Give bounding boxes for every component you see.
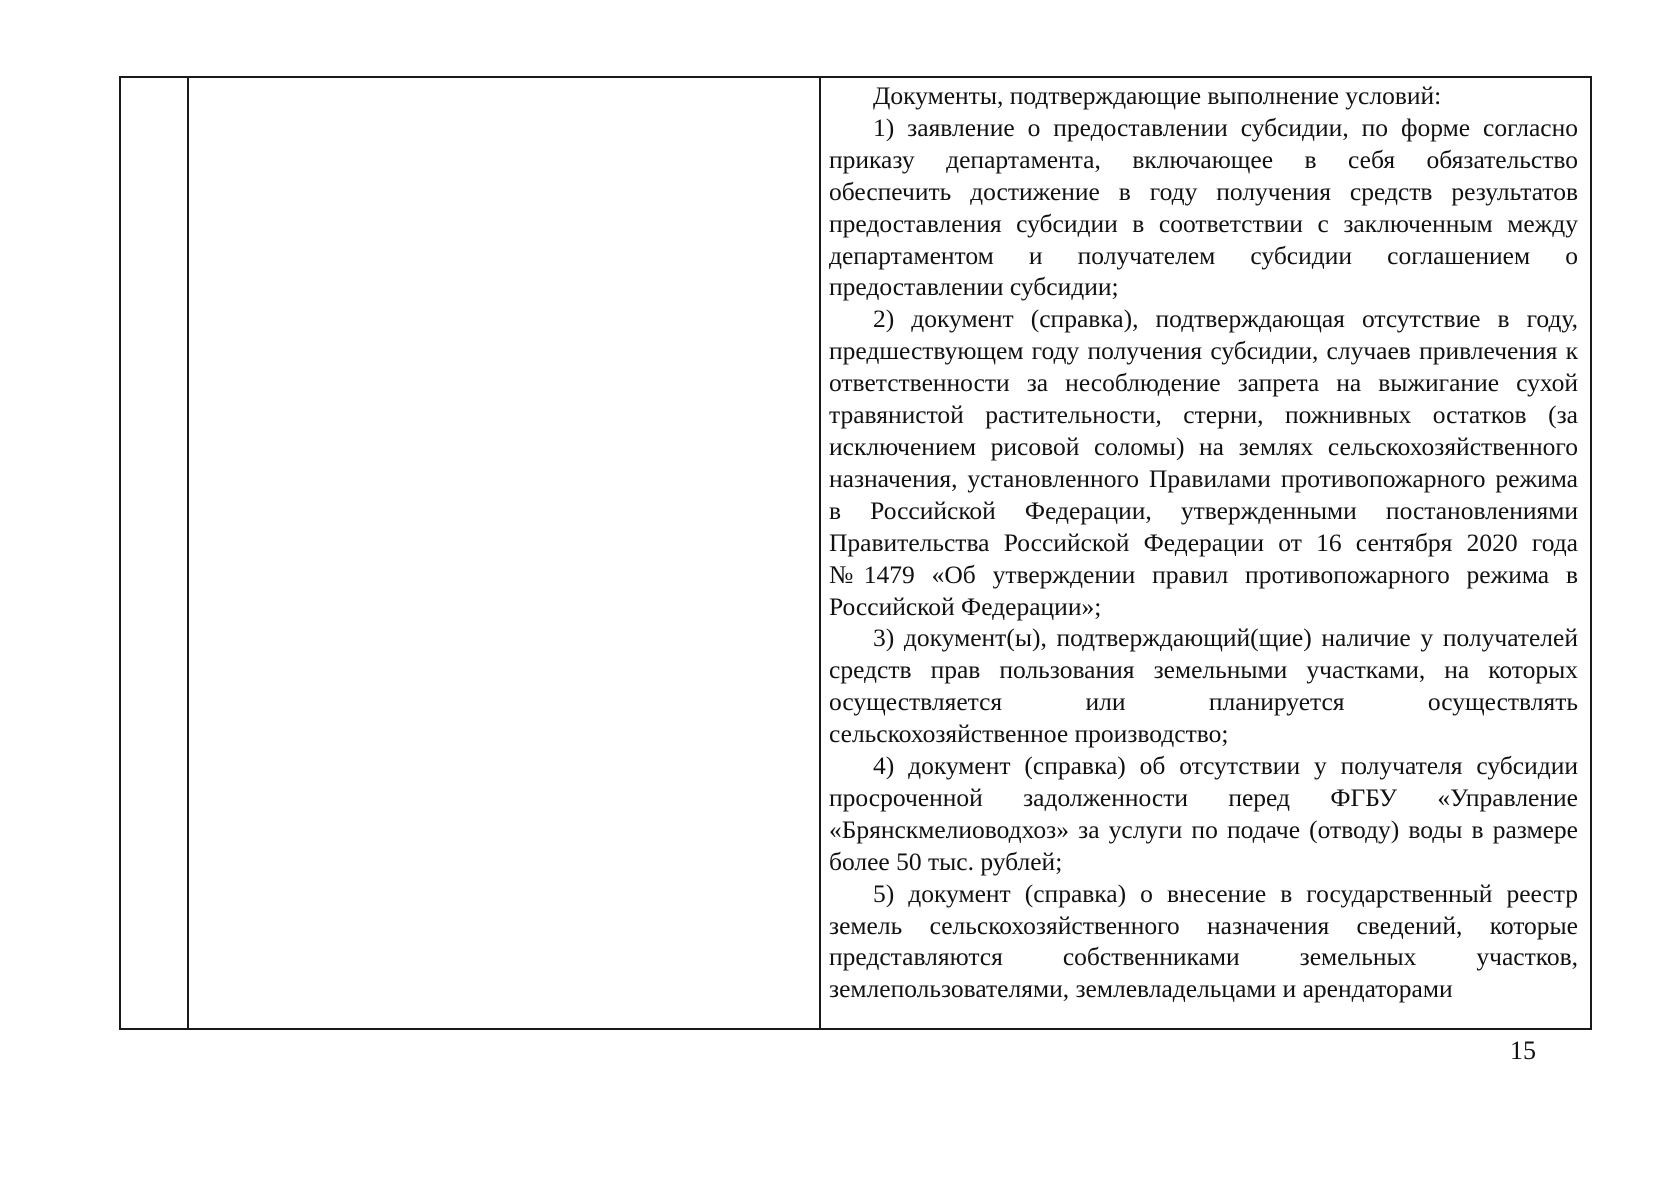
table-column-divider-1 — [187, 78, 189, 1028]
document-item-5: 5) документ (справка) о внесение в государственный реестр земель сельскохозяйственного назначения сведений, которые представляются собственниками земельных участков, землепользователями, землевладельцами и арендаторами — [829, 878, 1578, 1004]
document-table — [119, 76, 1592, 1030]
conditions-text-cell — [829, 80, 1578, 1005]
document-item-4: 4) документ (справка) об отсутствии у получателя субсидии просроченной задолженности перед ФГБУ «Управление «Брянскмелиоводхоз» за услуги по подаче (отводу) воды в размере более 50 тыс. рублей; — [829, 751, 1578, 876]
document-item-3: 3) документ(ы), подтверждающий(щие) наличие у получателей средств прав пользования земельными участками, на которых осуществляется или планируется осуществлять сельскохозяйственное производство; — [829, 623, 1578, 749]
document-item-1: 1) заявление о предоставлении субсидии, по форме согласно приказу департамента, включающее в себя обязательство обеспечить достижение в году получения средств результатов предоставления субсидии в соответствии с заключенным между департаментом и получателем субсидии соглашением о предоставлении субсидии; — [829, 112, 1578, 302]
documents-intro: Документы, подтверждающие выполнение условий: — [873, 81, 1442, 110]
document-item-2: 2) документ (справка), подтверждающая отсутствие в году, предшествующем году получения субсидии, случаев привлечения к ответственности за несоблюдение запрета на выжигание сухой травянистой растительности, стерни, пожнивных остатков (за исключением рисовой соломы) на землях сельскохозяйственного назначения, установленного Правилами противопожарного режима в Российской Федерации, утвержденными постановлениями Правительства Российской Федерации от 16 сентября 2020 года №1479 «Об утверждении правил противопожарного режима в Российской Федерации»; — [829, 304, 1578, 621]
table-column-divider-2 — [819, 78, 821, 1028]
page-number: 15 — [1510, 1036, 1536, 1065]
